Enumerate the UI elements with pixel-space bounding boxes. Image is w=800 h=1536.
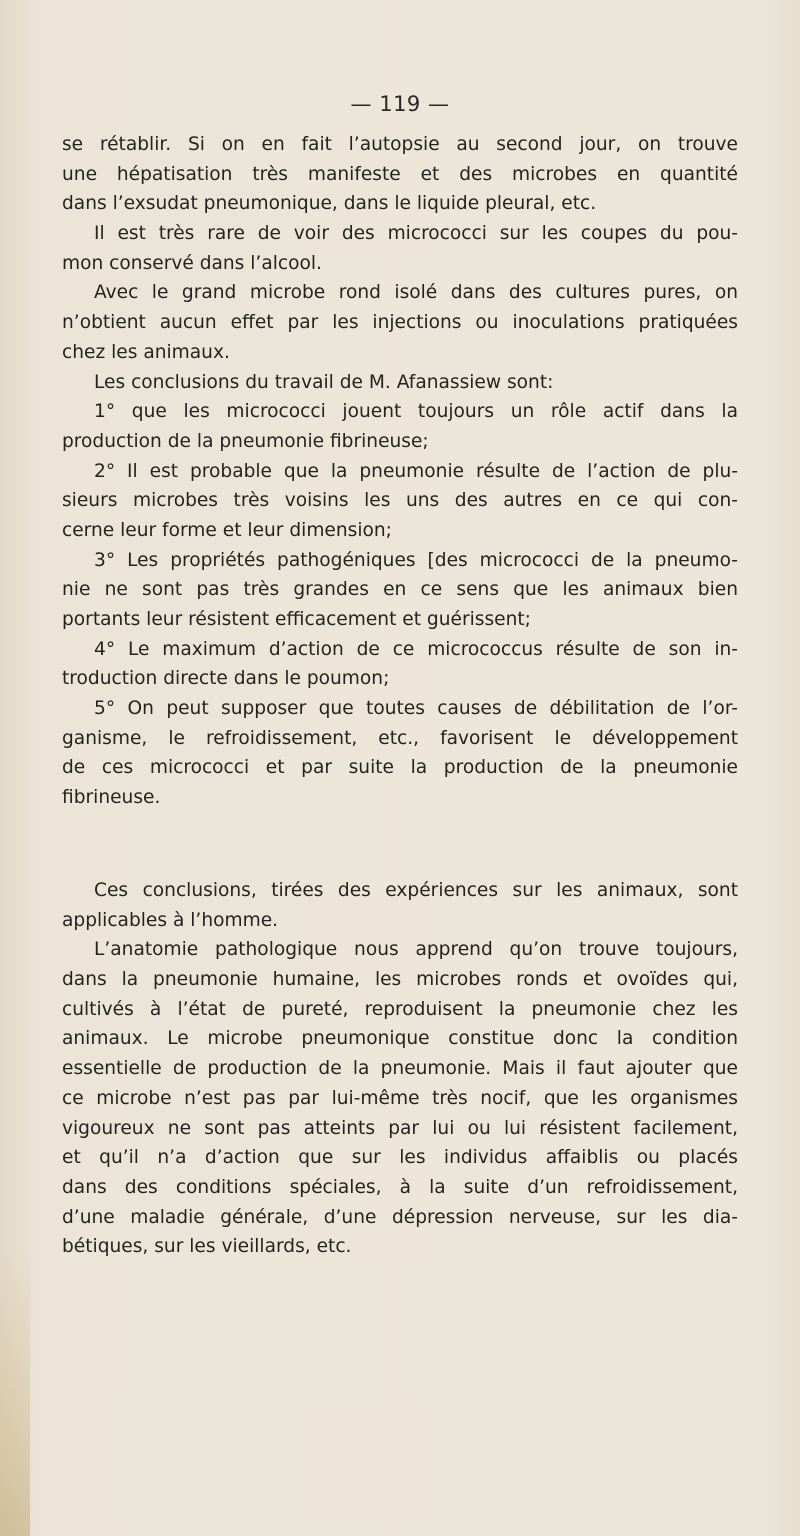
text-line: Ces conclusions, tirées des expériences sur les animaux, sont	[94, 880, 738, 901]
text-line: 2° Il est probable que la pneumonie résulte de l’action de plu-	[94, 460, 738, 482]
text-line: 5° On peut supposer que toutes causes de débilitation de l’or-	[94, 698, 738, 720]
text-block-main	[62, 130, 738, 813]
text-line: cerne leur forme et leur dimension;	[62, 519, 392, 541]
text-line: cultivés à l’état de pureté, reproduisent la pneumonie chez les	[62, 998, 738, 1020]
text-line: ganisme, le refroidissement, etc., favorisent le développement	[62, 727, 738, 749]
text-line: fibrineuse.	[62, 787, 161, 809]
text-line: 4° Le maximum d’action de ce micrococcus résulte de son in-	[94, 638, 738, 660]
text-line: 1° que les micrococci jouent toujours un rôle actif dans la	[94, 401, 738, 423]
text-line: Avec le grand microbe rond isolé dans des cultures pures, on	[94, 282, 738, 304]
text-line: se rétablir. Si on en fait l’autopsie au second jour, on trouve	[62, 134, 738, 155]
text-line: sieurs microbes très voisins les uns des autres en ce qui con-	[62, 490, 738, 512]
text-line: Il est très rare de voir des micrococci sur les coupes du pou-	[94, 223, 738, 245]
text-line: dans la pneumonie humaine, les microbes ronds et ovoïdes qui,	[62, 969, 738, 991]
text-line: une hépatisation très manifeste et des microbes en quantité	[62, 163, 738, 185]
text-line: L’anatomie pathologique nous apprend qu’on trouve toujours,	[94, 939, 738, 961]
text-line: dans l’exsudat pneumonique, dans le liquide pleural, etc.	[62, 193, 597, 215]
text-line: nie ne sont pas très grandes en ce sens que les animaux bien	[62, 579, 738, 601]
text-line: production de la pneumonie fibrineuse;	[62, 430, 429, 452]
text-line: de ces micrococci et par suite la production de la pneumonie	[62, 757, 738, 779]
page-number: — 119 —	[350, 92, 450, 116]
text-line: mon conservé dans l’alcool.	[62, 252, 322, 274]
text-line: essentielle de production de la pneumonie. Mais il faut ajouter que	[62, 1058, 738, 1080]
text-line: 3° Les propriétés pathogéniques [des micrococci de la pneumo-	[94, 549, 738, 571]
text-line: Les conclusions du travail de M. Afanassiew sont:	[94, 371, 554, 393]
text-line: et qu’il n’a d’action que sur les individus affaiblis ou placés	[62, 1147, 738, 1169]
text-line: chez les animaux.	[62, 341, 230, 363]
text-block-conclusion	[62, 876, 738, 1262]
text-line: bétiques, sur les vieillards, etc.	[62, 1236, 352, 1258]
text-line: d’une maladie générale, d’une dépression nerveuse, sur les dia-	[62, 1206, 738, 1228]
text-line: animaux. Le microbe pneumonique constitue donc la condition	[62, 1028, 738, 1050]
text-line: n’obtient aucun effet par les injections ou inoculations pratiquées	[62, 312, 738, 334]
text-line: portants leur résistent efficacement et guérissent;	[62, 609, 531, 630]
text-line: dans des conditions spéciales, à la suite d’un refroidissement,	[62, 1176, 738, 1198]
text-line: troduction directe dans le poumon;	[62, 668, 390, 690]
text-line: ce microbe n’est pas par lui-même très nocif, que les organismes	[62, 1087, 738, 1109]
text-line: vigoureux ne sont pas atteints par lui ou lui résistent facilement,	[62, 1117, 738, 1139]
page-edge-stain	[0, 1250, 30, 1536]
text-line: applicables à l’homme.	[62, 909, 279, 931]
